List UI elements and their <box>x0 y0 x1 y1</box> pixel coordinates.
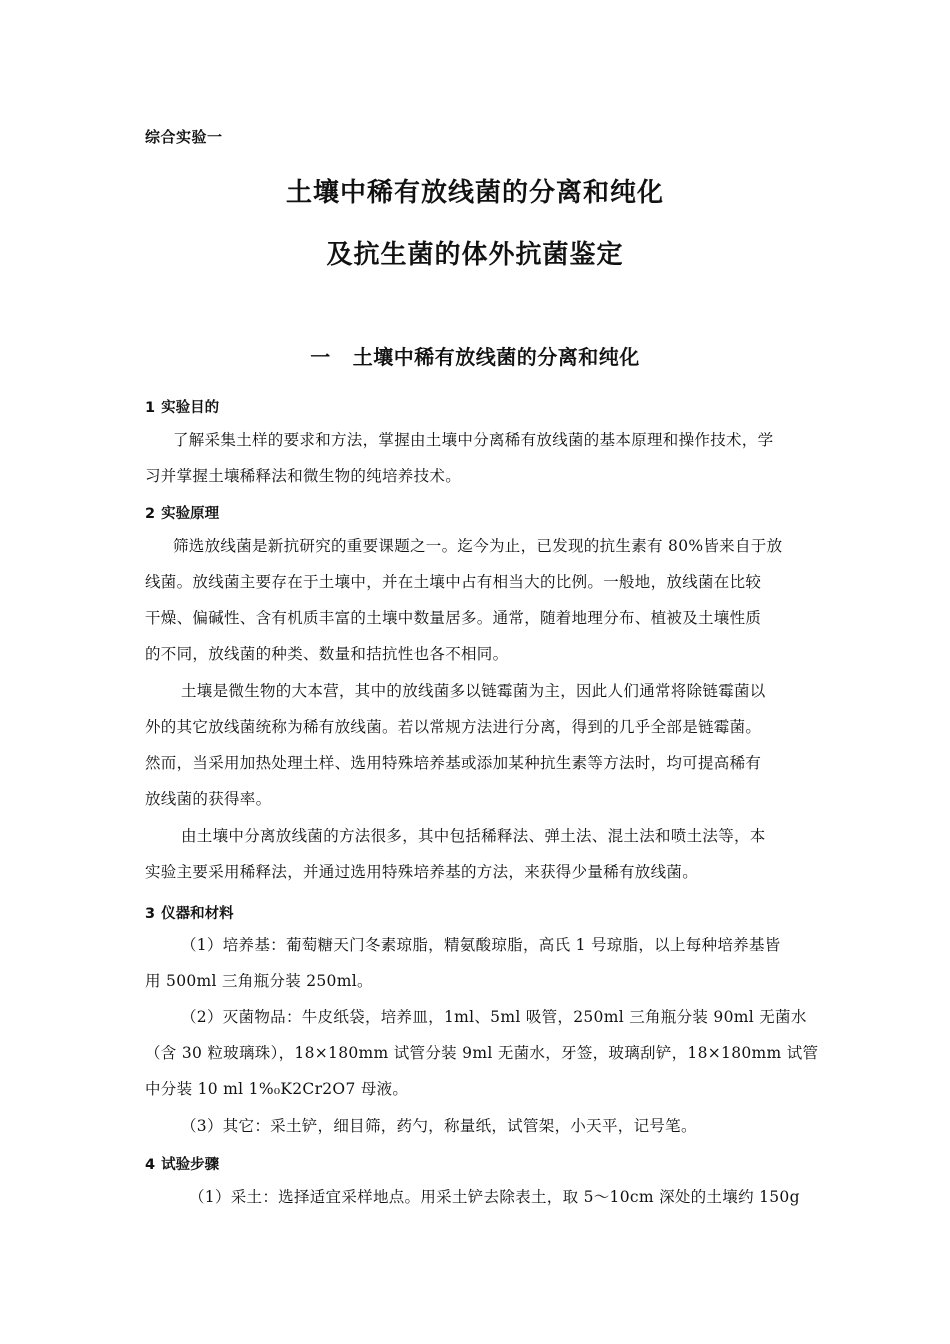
heading-principle <box>145 502 219 523</box>
heading-text: 实验目的 <box>161 400 220 416</box>
experiment-label: 综合实验一 <box>145 128 223 146</box>
heading-text: 仪器和材料 <box>161 906 234 922</box>
text-line: 的不同，放线菌的种类、数量和拮抗性也各不相同。 <box>145 645 509 663</box>
paragraph-materials-1 <box>145 927 805 999</box>
text-line: 线菌。放线菌主要存在于土壤中，并在土壤中占有相当大的比例。一般地，放线菌在比较 <box>145 573 762 591</box>
text-line: （1）培养基：葡萄糖天门冬素琼脂，精氨酸琼脂，高氏 1 号琼脂，以上每种培养基皆 <box>181 936 781 954</box>
text-line: （含 30 粒玻璃珠），18×180mm 试管分装 9ml 无菌水，牙签，玻璃刮铲，18×180mm 试管 <box>145 1044 819 1062</box>
text-line: 由土壤中分离放线菌的方法很多，其中包括稀释法、弹土法、混土法和喷土法等，本 <box>181 827 766 845</box>
text-line: （1）采土：选择适宜采样地点。用采土铲去除表土，取 5～10cm 深处的土壤约 150g <box>189 1188 800 1206</box>
paragraph-principle-2 <box>145 673 805 817</box>
heading-number: 2 <box>145 506 156 522</box>
document-title-line-2: 及抗生菌的体外抗菌鉴定 <box>326 240 624 270</box>
paragraph-materials-3 <box>145 1108 805 1144</box>
heading-number: 3 <box>145 906 156 922</box>
heading-number: 4 <box>145 1157 156 1173</box>
text-line: 实验主要采用稀释法，并通过选用特殊培养基的方法，来获得少量稀有放线菌。 <box>145 863 699 881</box>
paragraph-materials-2 <box>145 999 819 1107</box>
section-title <box>0 341 950 370</box>
section-number: 一 <box>310 345 331 369</box>
text-line: 放线菌的获得率。 <box>145 790 272 808</box>
heading-text: 试验步骤 <box>161 1157 220 1173</box>
text-line: 土壤是微生物的大本营，其中的放线菌多以链霉菌为主，因此人们通常将除链霉菌以 <box>181 682 766 700</box>
heading-text: 实验原理 <box>161 506 220 522</box>
text-line: 了解采集土样的要求和方法，掌握由土壤中分离稀有放线菌的基本原理和操作技术，学 <box>173 431 774 449</box>
text-line: （2）灭菌物品：牛皮纸袋，培养皿，1ml、5ml 吸管，250ml 三角瓶分装 90ml 无菌水 <box>181 1008 807 1026</box>
paragraph-procedure-1 <box>145 1179 805 1215</box>
text-line: （3）其它：采土铲，细目筛，药勺，称量纸，试管架，小天平，记号笔。 <box>181 1117 697 1135</box>
text-line: 干燥、偏碱性、含有机质丰富的土壤中数量居多。通常，随着地理分布、植被及土壤性质 <box>145 609 762 627</box>
text-line: 筛选放线菌是新抗研究的重要课题之一。迄今为止，已发现的抗生素有 80%皆来自于放 <box>173 537 783 555</box>
heading-materials <box>145 902 234 923</box>
heading-number: 1 <box>145 400 156 416</box>
text-line: 然而，当采用加热处理土样、选用特殊培养基或添加某种抗生素等方法时，均可提高稀有 <box>145 754 762 772</box>
heading-procedure <box>145 1153 219 1174</box>
paragraph-principle-3 <box>145 818 805 890</box>
text-line: 外的其它放线菌统称为稀有放线菌。若以常规方法进行分离，得到的几乎全部是链霉菌。 <box>145 718 762 736</box>
paragraph-principle-1 <box>145 528 805 672</box>
document-title-line-1: 土壤中稀有放线菌的分离和纯化 <box>285 178 664 208</box>
text-line: 用 500ml 三角瓶分装 250ml。 <box>145 972 373 990</box>
text-line: 中分装 10 ml 1%₀K2Cr2O7 母液。 <box>145 1080 409 1098</box>
paragraph-purpose <box>145 422 805 494</box>
section-title-text: 土壤中稀有放线菌的分离和纯化 <box>352 345 640 369</box>
text-line: 习并掌握土壤稀释法和微生物的纯培养技术。 <box>145 467 462 485</box>
heading-purpose <box>145 396 219 417</box>
